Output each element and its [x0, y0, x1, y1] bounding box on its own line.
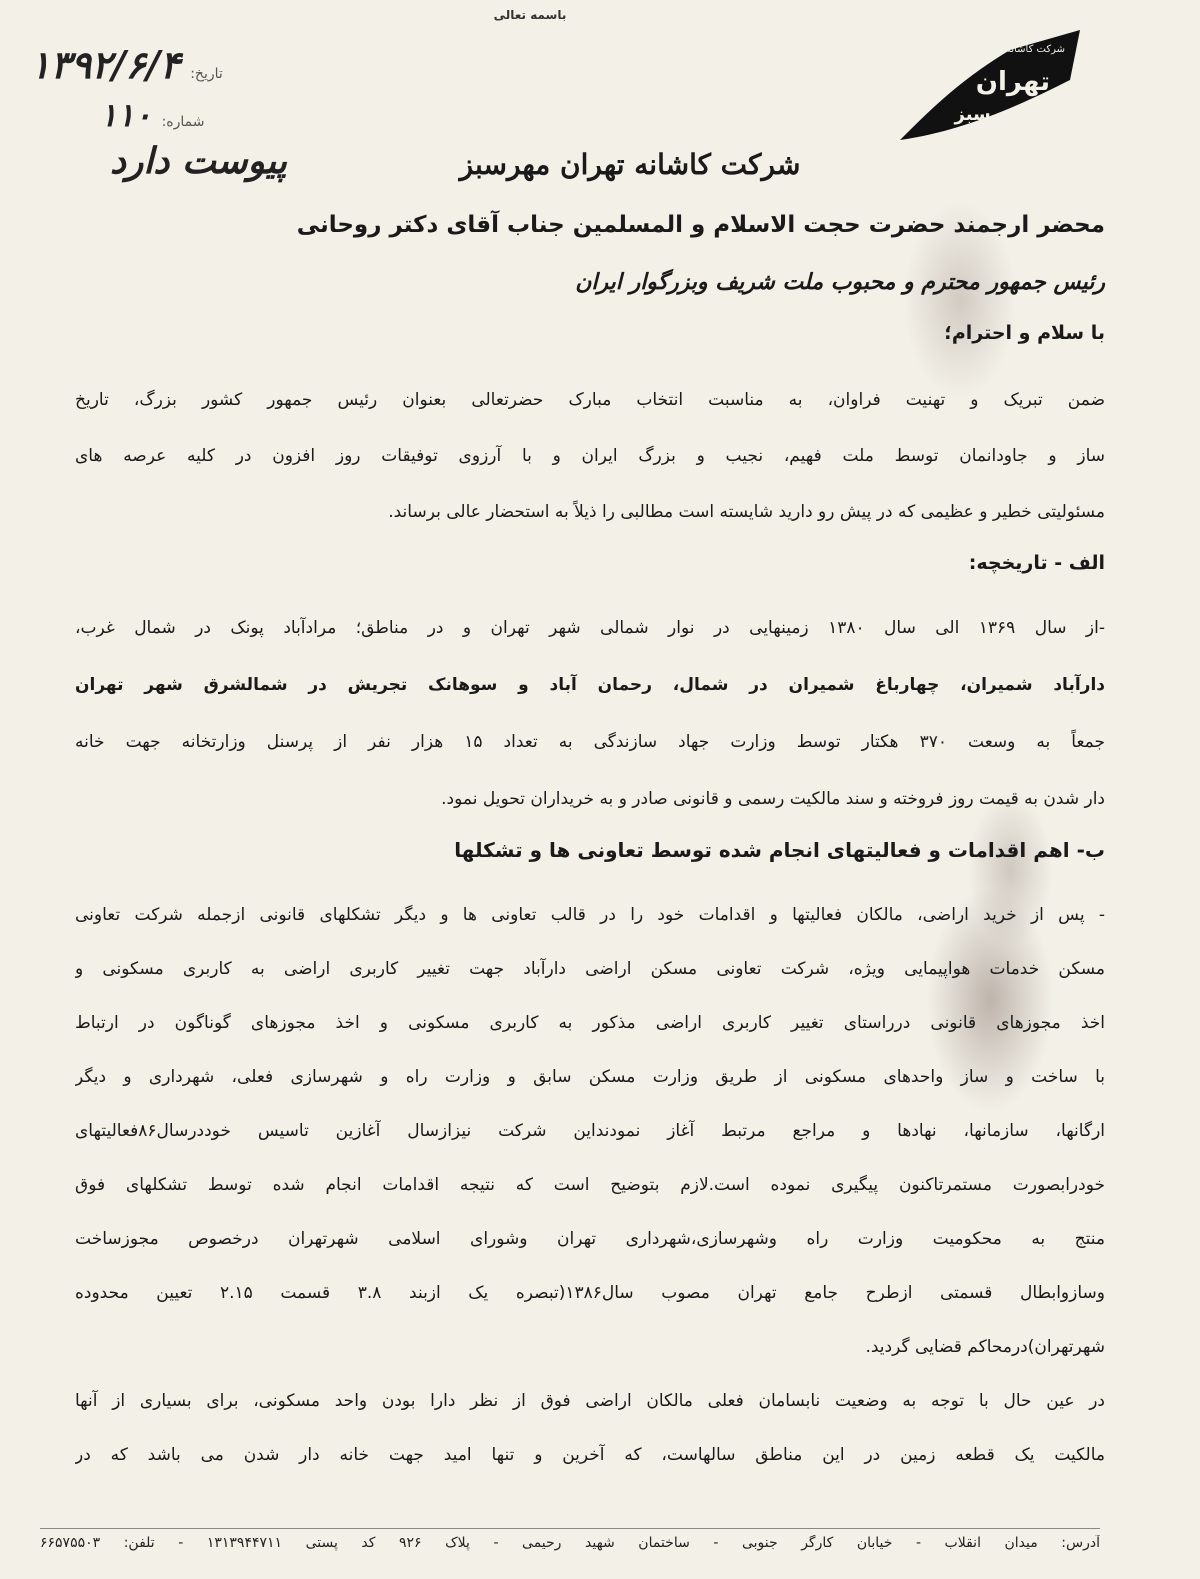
- intro-line: ساز و جاودانمان توسط ملت فهیم، نجیب و بزرگ ایران و با آرزوی توفیقات روز افزون در کلیه عرصه های: [75, 446, 1105, 466]
- section-b-line: خودرابصورت مستمرتاکنون پیگیری نموده است.لازم بتوضیح است که نتیجه اقدامات انجام شده توسط تشکلهای فوق: [75, 1175, 1105, 1195]
- section-a-title: الف - تاریخچه:: [968, 552, 1105, 574]
- section-b-line: - پس از خرید اراضی، مالکان فعالیتها و اقدامات خود را در قالب تعاونی ها و دیگر تشکلهای قانونی ازجمله شرکت تعاونی: [75, 905, 1105, 925]
- company-logo: [890, 20, 1085, 150]
- number-row: [100, 96, 204, 134]
- intro-line: مسئولیتی خطیر و عظیمی که در پیش رو دارید شایسته است مطالبی را ذیلاً به استحضار عالی برساند.: [388, 502, 1105, 522]
- section-b-title: ب- اهم اقدامات و فعالیتهای انجام شده توسط تعاونی ها و تشکلها: [454, 838, 1105, 862]
- section-b-line: مسکن خدمات هواپیمایی ویژه، شرکت تعاونی مسکن اراضی دارآباد جهت تغییر کاربری اراضی به کاربری مسکونی و: [75, 959, 1105, 979]
- section-b-line: منتج به محکومیت وزارت راه وشهرسازی،شهرداری تهران وشورای اسلامی شهرتهران درخصوص مجوزساخت: [75, 1229, 1105, 1249]
- company-name: شرکت کاشانه تهران مهرسبز: [459, 148, 801, 181]
- logo-text-small: شرکت کاشانه: [1005, 44, 1065, 55]
- section-b-line: با ساخت و ساز واحدهای مسکونی از طریق وزارت مسکن سابق و وزارت راه و شهرسازی فعلی، شهرداری و دیگر: [75, 1067, 1105, 1087]
- section-b-line: در عین حال با توجه به وضعیت نابسامان فعلی مالکان اراضی فوق از نظر دارا بودن واحد مسکونی، برای بسیاری از آنها: [75, 1391, 1105, 1411]
- attachment-note: پیوست دارد: [110, 140, 287, 182]
- section-b-paragraph: [75, 888, 1105, 1482]
- intro-line: ضمن تبریک و تهنیت فراوان، به مناسبت انتخاب مبارک حضرتعالی بعنوان رئیس جمهور کشور بزرگ، تاریخ: [75, 390, 1105, 410]
- recipient-line-2: رئیس جمهور محترم و محبوب ملت شریف وبزرگوار ایران: [575, 270, 1105, 295]
- section-b-line: ارگانها، سازمانها، نهادها و مراجع مرتبط آغاز نمودنداین شرکت نیزازسال آغازین تاسیس خوددرسال۸۶فعالیتهای: [75, 1121, 1105, 1141]
- date-label: تاریخ:: [190, 66, 223, 82]
- footer-divider: [40, 1528, 1100, 1529]
- invocation-text: باسمه تعالی: [493, 8, 567, 22]
- logo-text-main: تهران: [975, 67, 1050, 97]
- number-label: شماره:: [161, 114, 205, 130]
- date-value: ۱۳۹۲/۶/۴: [30, 42, 181, 87]
- section-b-line: وسازوابطال قسمتی ازطرح جامع تهران مصوب سال۱۳۸۶(تبصره یک ازبند ۳.۸ قسمت ۲.۱۵ تعیین محدوده: [75, 1283, 1105, 1303]
- salutation: با سلام و احترام؛: [944, 322, 1105, 344]
- recipient-line-1: محضر ارجمند حضرت حجت الاسلام و المسلمین جناب آقای دکتر روحانی: [296, 212, 1105, 238]
- section-a-line: دارآباد شمیران، چهارباغ شمیران در شمال، رحمان آباد و سوهانک تجریش در شمالشرق شهر تهران: [75, 675, 1105, 695]
- section-a-line: -از سال ۱۳۶۹ الی سال ۱۳۸۰ زمینهایی در نوار شمالی شهر تهران و در مناطق؛ مرادآباد پونک در شمال غرب،: [75, 618, 1105, 638]
- date-row: [30, 42, 223, 87]
- intro-paragraph: [75, 372, 1105, 540]
- footer-address: آدرس: میدان انقلاب - خیابان کارگر جنوبی - ساختمان شهید رحیمی - پلاک ۹۲۶ کد پستی ۱۳۱۳۹۴۴۷۱۱ - تلفن: ۶۶۵۷۵۵۰۳: [40, 1535, 1100, 1551]
- section-a-line: جمعاً به وسعت ۳۷۰ هکتار توسط وزارت جهاد سازندگی به تعداد ۱۵ هزار نفر از پرسنل وزارتخانه جهت خانه: [75, 732, 1105, 752]
- section-a-paragraph: [75, 600, 1105, 828]
- section-b-line: اخذ مجوزهای قانونی درراستای تغییر کاربری اراضی مذکور به کاربری مسکونی و اخذ مجوزهای گوناگون در ارتباط: [75, 1013, 1105, 1033]
- section-b-line: شهرتهران)درمحاکم قضایی گردید.: [865, 1337, 1105, 1357]
- logo-text-sub: مهرسبز: [954, 104, 1025, 125]
- number-value: ۱۱۰: [100, 96, 152, 134]
- section-b-line: مالکیت یک قطعه زمین در این مناطق سالهاست، که آخرین و تنها امید جهت خانه دار شدن می باشد که در: [75, 1445, 1105, 1465]
- section-a-line: دار شدن به قیمت روز فروخته و سند مالکیت رسمی و قانونی صادر و به خریداران تحویل نمود.: [441, 789, 1105, 809]
